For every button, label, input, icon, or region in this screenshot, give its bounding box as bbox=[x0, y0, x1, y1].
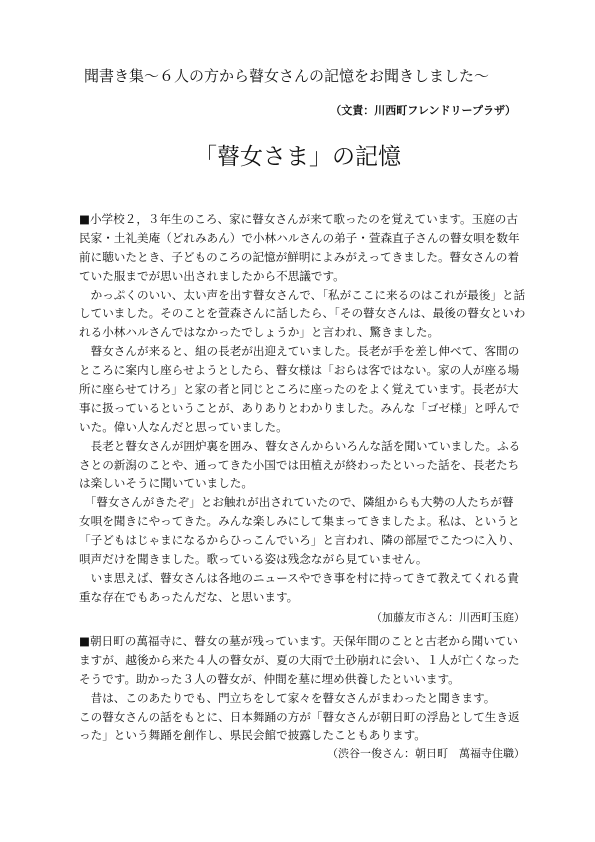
paragraph-line: していました。そのことを萱森さんに話したら、「その瞽女さんは、最後の瞽女といわ bbox=[79, 306, 526, 321]
paragraph-line: 事に扱っているということが、ありありとわかりました。みんな「ゴゼ様」と呼んで bbox=[79, 400, 520, 415]
paragraph-line: 民家・土礼美庵（どれみあん）で小林ハルさんの弟子・萱森直子さんの瞽女唄を数年 bbox=[79, 230, 520, 245]
paragraph-line: 女唄を聞きにやってきた。みんな楽しみにして集まってきましたよ。私は、というと bbox=[79, 514, 520, 529]
paragraph-line: ■朝日町の萬福寺に、瞽女の墓が残っています。天保年間のことと古老から聞いてい bbox=[79, 634, 518, 648]
header-credit: （文責：川西町フレンドリープラザ） bbox=[330, 104, 516, 117]
paragraph-line: ますが、越後から来た４人の瞽女が、夏の大雨で土砂崩れに会い、１人が亡くなった bbox=[79, 652, 520, 667]
paragraph-line: れる小林ハルさんではなかったでしょうか」と言われ、驚きました。 bbox=[79, 325, 440, 340]
paragraph-line: いた。偉い人なんだと思っていました。 bbox=[79, 419, 288, 434]
speaker-credit: （加藤友市さん：川西町玉庭） bbox=[371, 610, 525, 624]
testimony-section-1 bbox=[79, 210, 525, 628]
page-title: 「瞽女さま」の記憶 bbox=[194, 144, 401, 170]
speaker-credit: （渋谷一俊さん：朝日町 萬福寺住職） bbox=[327, 747, 525, 761]
paragraph-line: った」という舞踊を創作し、県民会館で披露したこともあります。 bbox=[79, 728, 426, 743]
paragraph-line: いま思えば、瞽女さんは各地のニュースやでき事を村に持ってきて教えてくれる貴 bbox=[79, 570, 519, 585]
header-title: 聞書き集～６人の方から瞽女さんの記憶をお聞きしました～ bbox=[84, 67, 490, 85]
paragraph-line: かっぷくのいい、太い声を出す瞽女さんで、「私がここに来るのはこれが最後」と話 bbox=[79, 287, 526, 302]
paragraph-line: 「瞽女さんがきたぞ」とお触れが出されていたので、隣組からも大勢の人たちが瞽 bbox=[79, 495, 514, 510]
paragraph-line: 所に座らせてけろ」と家の者と同じところに座ったのをよく覚えています。長老が大 bbox=[79, 382, 519, 397]
paragraph-line: 唄声だけを聞きました。歌っている姿は残念ながら見ていません。 bbox=[79, 552, 428, 567]
paragraph-line: 前に聴いたとき、子どものころの記憶が鮮明によみがえってきました。瞽女さんの着 bbox=[79, 249, 520, 264]
paragraph-line: 長老と瞽女さんが囲炉裏を囲み、瞽女さんからいろんな話を聞いていました。ふる bbox=[79, 438, 521, 453]
testimony-section-2 bbox=[79, 632, 525, 764]
paragraph-line: さとの新潟のことや、通ってきた小国では田植えが終わったといった話を、長老たち bbox=[79, 457, 520, 472]
paragraph-line: ところに案内し座らせようとしたら、瞽女様は「おらは客ではない。家の人が座る場 bbox=[79, 363, 520, 378]
paragraph-line: この瞽女さんの話をもとに、日本舞踊の方が「瞽女さんが朝日町の浮島として生き返 bbox=[79, 709, 520, 724]
paragraph-line: ていた服までが思い出されましたから不思議です。 bbox=[79, 268, 345, 283]
paragraph-line: 「子どもはじゃまになるからひっこんでいろ」と言われ、隣の部屋でこたつに入り、 bbox=[79, 533, 521, 548]
paragraph-line: そうです。助かった３人の瞽女が、仲間を墓に埋め供養したといいます。 bbox=[79, 671, 460, 686]
paragraph-line: は楽しいそうに聞いていました。 bbox=[79, 476, 253, 491]
paragraph-line: ■小学校２，３年生のころ、家に瞽女さんが来て歌ったのを覚えています。玉庭の古 bbox=[79, 212, 518, 226]
paragraph-line: 昔は、このあたりでも、門立ちをして家々を瞽女さんがまわったと聞きます。 bbox=[79, 690, 496, 705]
paragraph-line: 重な存在でもあったんだな、と思います。 bbox=[79, 589, 299, 604]
paragraph-line: 瞽女さんが来ると、組の長老が出迎えていました。長老が手を差し伸べて、客間の bbox=[79, 344, 520, 359]
